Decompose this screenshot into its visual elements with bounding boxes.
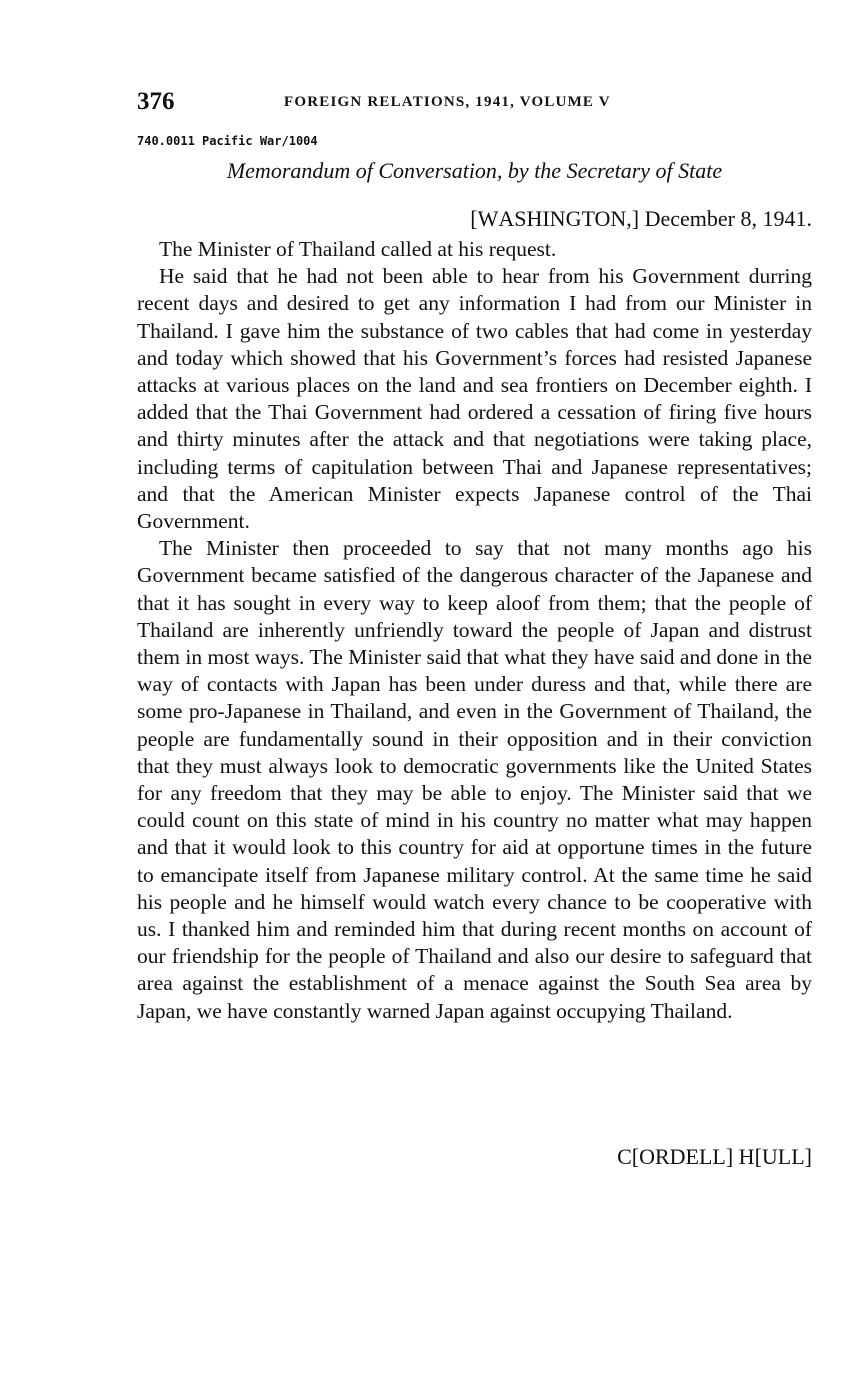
paragraph: He said that he had not been able to hear from his Government durring recent days and desired to get any information I had from our Minister in Thailand. I gave him the substance of two cables that had come in yesterday and today which showed that his Government’s forces had resisted Japanese attacks at various places on the land and sea frontiers on December eighth. I added that the Thai Government had ordered a cessation of firing five hours and thirty minutes after the attack and that negotiations were taking place, including terms of capitulation between Thai and Japanese representatives; and that the American Minister expects Japanese control of the Thai Government. [137,264,812,534]
page-header [137,88,812,118]
file-reference: 740.0011 Pacific War/1004 [137,134,318,148]
signature-close: ] [804,1144,812,1169]
page-number: 376 [137,88,175,115]
signature-first-initial: C[ [617,1144,640,1169]
document-title: Memorandum of Conversation, by the Secretary of State [226,158,723,183]
signature-middle: ] H[ [725,1144,762,1169]
dateline-place-initial: [W [470,206,499,231]
paragraph: The Minister of Thailand called at his request. [159,237,557,261]
dateline-date: December 8, 1941. [639,206,812,231]
signature [617,1144,812,1170]
dateline [470,206,812,232]
paragraph: The Minister then proceeded to say that not many months ago his Government became satisfied of the dangerous character of the Japanese and that it has sought in every way to keep aloof from them; that the people of Thailand are inherently unfriendly toward the people of Japan and distrust them in most ways. The Minister said that what they have said and done in the way of contacts with Japan has been under duress and that, while there are some pro-Japanese in Thailand, and even in the Government of Thailand, the people are fundamentally sound in their opposition and in their conviction that they must always look to democratic governments like the United States for any freedom that they may be able to enjoy. The Minister said that we could count on this state of mind in his country no matter what may happen and that it would look to this country for aid at opportune times in the future to emancipate itself from Japanese military control. At the same time he said his people and he himself would watch every chance to be cooperative with us. I thanked him and reminded him that during recent months on account of our friendship for the people of Thailand and also our desire to safeguard that area against the establishment of a menace against the South Sea area by Japan, we have constantly warned Japan against occupying Thailand. [137,536,812,1023]
memorandum-body [137,236,812,1025]
signature-first-name: ORDELL [639,1144,726,1169]
signature-last-name: ULL [761,1144,805,1169]
dateline-place: ASHINGTON [498,206,627,231]
running-head: FOREIGN RELATIONS, 1941, VOLUME V [284,94,611,110]
dateline-place-close: ,] [626,206,640,231]
